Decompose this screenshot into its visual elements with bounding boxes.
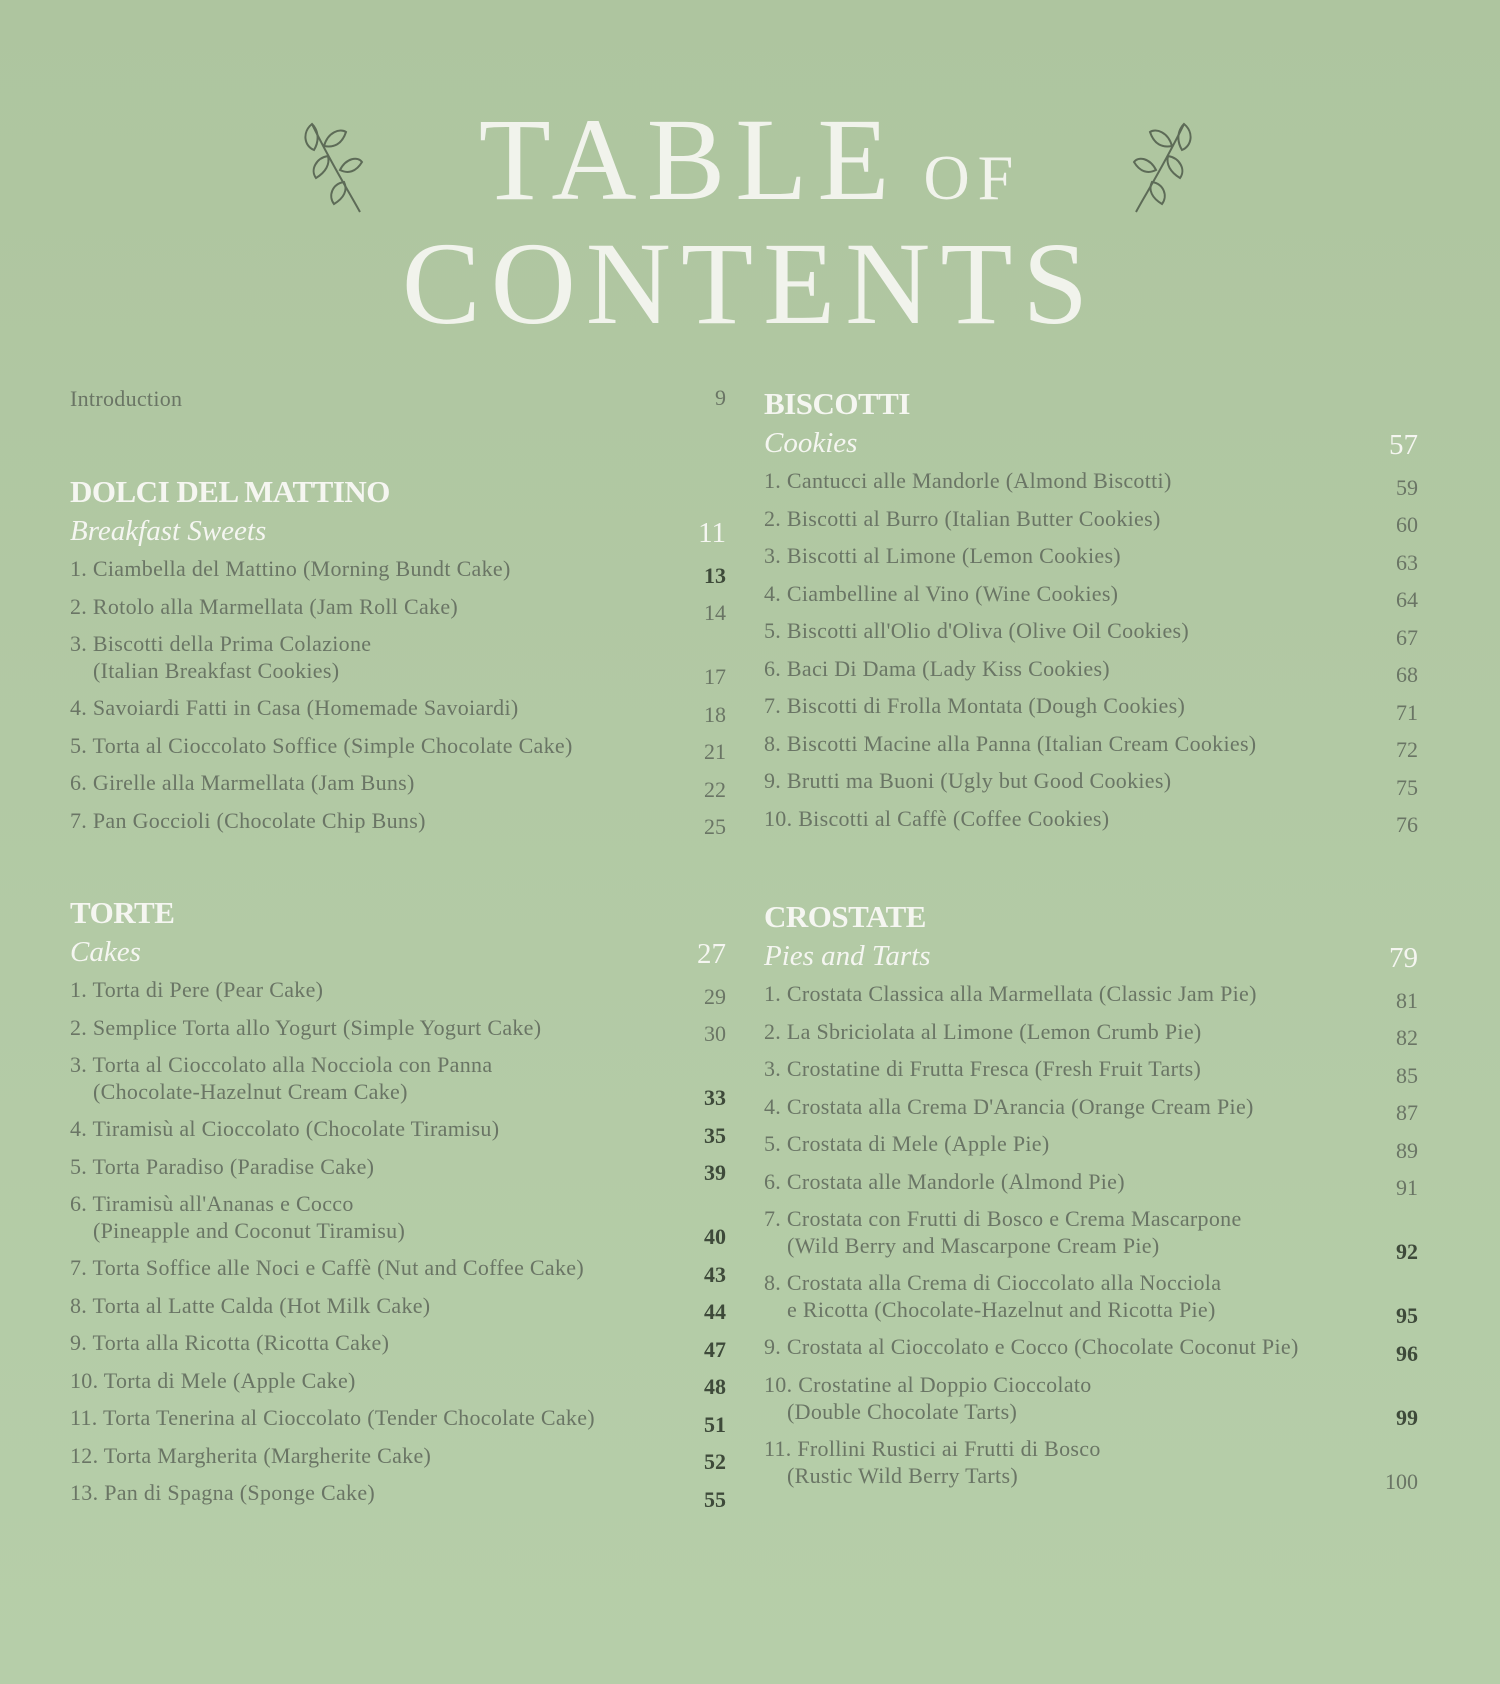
entry-title: 2. Rotolo alla Marmellata (Jam Roll Cake) <box>70 593 459 619</box>
toc-entry[interactable] <box>70 630 726 694</box>
section-page-number: 57 <box>1389 429 1418 461</box>
page-number: 63 <box>1396 549 1418 575</box>
entry-title-continued: e Ricotta (Chocolate-Hazelnut and Ricotta Pie) <box>787 1297 1216 1322</box>
toc-entry[interactable] <box>70 1442 726 1480</box>
entry-title: 12. Torta Margherita (Margherite Cake) <box>70 1442 432 1468</box>
entry-title: 5. Crostata di Mele (Apple Pie) <box>764 1131 1050 1156</box>
toc-entry[interactable] <box>70 555 726 593</box>
page-number: 100 <box>1385 1468 1418 1494</box>
toc-entry[interactable] <box>70 1254 726 1292</box>
page-number: 9 <box>715 385 726 410</box>
toc-entry[interactable] <box>764 1130 1418 1168</box>
page-number: 18 <box>704 701 726 727</box>
section-subtitle <box>70 511 726 555</box>
page-number: 29 <box>704 983 726 1009</box>
entry-title: 1. Ciambella del Mattino (Morning Bundt Cake) <box>70 556 511 581</box>
entry-title-continued: (Rustic Wild Berry Tarts) <box>787 1462 1018 1488</box>
entry-title: 8. Torta al Latte Calda (Hot Milk Cake) <box>70 1292 431 1318</box>
section-title: CROSTATE <box>764 899 926 934</box>
entry-title: 13. Pan di Spagna (Sponge Cake) <box>70 1480 376 1505</box>
toc-entry[interactable] <box>70 1115 726 1153</box>
entry-title: 8. Biscotti Macine alla Panna (Italian Cream Cookies) <box>764 730 1257 756</box>
toc-entry[interactable] <box>764 1333 1418 1371</box>
section-page-number: 27 <box>697 938 726 970</box>
toc-entry[interactable] <box>70 1051 726 1115</box>
title-contents: CONTENTS <box>401 218 1099 349</box>
page-number: 47 <box>704 1336 726 1362</box>
page-number: 51 <box>704 1411 726 1437</box>
page-number: 85 <box>1396 1062 1418 1088</box>
toc-entry[interactable] <box>764 1168 1418 1206</box>
page-number: 95 <box>1396 1303 1418 1328</box>
page-number: 17 <box>704 664 726 689</box>
toc-entry[interactable] <box>70 976 726 1014</box>
page-number: 75 <box>1396 774 1418 800</box>
entry-title-continued: (Double Chocolate Tarts) <box>787 1398 1018 1424</box>
entry-title: 7. Torta Soffice alle Noci e Caffè (Nut and Coffee Cake) <box>70 1255 584 1280</box>
page-number: 99 <box>1396 1404 1418 1430</box>
page-number: 52 <box>704 1449 726 1474</box>
section-subtitle-text: Cakes <box>70 936 141 968</box>
page-number: 44 <box>704 1299 726 1324</box>
page-number: 35 <box>704 1122 726 1148</box>
entry-title-continued: (Wild Berry and Mascarpone Cream Pie) <box>787 1233 1160 1258</box>
entry-title: 3. Torta al Cioccolato alla Nocciola con Panna <box>70 1052 493 1077</box>
entry-title-continued: (Italian Breakfast Cookies) <box>93 658 340 683</box>
left-column <box>70 385 726 1517</box>
toc-entry[interactable] <box>764 980 1418 1018</box>
entry-title: 6. Tiramisù all'Ananas e Cocco <box>70 1191 354 1216</box>
page-number: 81 <box>1396 987 1418 1013</box>
page-number: 59 <box>1396 474 1418 500</box>
page-number: 96 <box>1396 1340 1418 1366</box>
section-title: DOLCI DEL MATTINO <box>70 474 390 509</box>
section-subtitle <box>764 423 1418 467</box>
entry-title-continued: (Chocolate-Hazelnut Cream Cake) <box>93 1079 408 1104</box>
toc-entry[interactable] <box>764 730 1418 768</box>
section-title: BISCOTTI <box>764 386 910 421</box>
toc-entry[interactable] <box>70 1292 726 1330</box>
entry-title: 6. Crostata alle Mandorle (Almond Pie) <box>764 1168 1125 1194</box>
entry-title: Introduction <box>70 386 183 411</box>
toc-entry[interactable] <box>70 807 726 845</box>
entry-title: 4. Crostata alla Crema D'Arancia (Orange Cream Pie) <box>764 1093 1254 1119</box>
entry-title: 8. Crostata alla Crema di Cioccolato alla Nocciola <box>764 1270 1222 1295</box>
page-number: 55 <box>704 1486 726 1512</box>
section-subtitle <box>764 936 1418 980</box>
page-number: 30 <box>704 1021 726 1046</box>
toc-entry[interactable] <box>764 542 1418 580</box>
page-number: 87 <box>1396 1100 1418 1125</box>
page-number: 13 <box>704 562 726 588</box>
entry-title: 11. Frollini Rustici ai Frutti di Bosco <box>764 1435 1101 1461</box>
section-subtitle <box>70 932 726 976</box>
page-number: 64 <box>1396 587 1418 612</box>
leaf-sprig-icon <box>1124 110 1198 220</box>
toc-entry[interactable] <box>764 617 1418 655</box>
entry-title: 4. Tiramisù al Cioccolato (Chocolate Tiramisu) <box>70 1116 500 1141</box>
entry-title: 3. Biscotti della Prima Colazione <box>70 631 372 656</box>
toc-entry[interactable] <box>764 1269 1418 1333</box>
entry-title: 2. Biscotti al Burro (Italian Butter Cookies) <box>764 505 1161 531</box>
page-number: 43 <box>704 1261 726 1287</box>
toc-entry[interactable] <box>70 1190 726 1254</box>
entry-title: 9. Brutti ma Buoni (Ugly but Good Cookies) <box>764 768 1172 793</box>
page-number: 39 <box>704 1160 726 1185</box>
entry-title: 10. Biscotti al Caffè (Coffee Cookies) <box>764 805 1110 831</box>
toc-entry[interactable] <box>764 805 1418 843</box>
toc-entry[interactable] <box>764 1371 1418 1435</box>
intro-entry[interactable] <box>70 385 726 425</box>
entry-title: 5. Torta al Cioccolato Soffice (Simple Chocolate Cake) <box>70 732 573 758</box>
title-of: OF <box>923 142 1022 213</box>
entry-title: 7. Crostata con Frutti di Bosco e Crema Mascarpone <box>764 1206 1242 1231</box>
section-crostate <box>764 898 1418 1499</box>
entry-title-continued: (Pineapple and Coconut Tiramisu) <box>93 1218 406 1243</box>
page-number: 91 <box>1396 1175 1418 1200</box>
page-number: 76 <box>1396 812 1418 837</box>
page-number: 92 <box>1396 1239 1418 1264</box>
toc-entry[interactable] <box>70 1014 726 1052</box>
page-number: 33 <box>704 1085 726 1110</box>
page-number: 89 <box>1396 1137 1418 1163</box>
toc-entry[interactable] <box>764 467 1418 505</box>
page-title <box>0 92 1500 349</box>
toc-entry[interactable] <box>764 692 1418 730</box>
toc-entry[interactable] <box>764 767 1418 805</box>
toc-entry[interactable] <box>70 1153 726 1191</box>
section-dolci-del-mattino <box>70 473 726 844</box>
entry-title: 6. Girelle alla Marmellata (Jam Buns) <box>70 770 415 795</box>
entry-title: 2. Semplice Torta allo Yogurt (Simple Yogurt Cake) <box>70 1014 542 1040</box>
page-number: 71 <box>1396 699 1418 725</box>
toc-entry[interactable] <box>70 1329 726 1367</box>
entry-title: 7. Biscotti di Frolla Montata (Dough Cookies) <box>764 693 1186 718</box>
page-number: 72 <box>1396 737 1418 762</box>
toc-entry[interactable] <box>764 1055 1418 1093</box>
toc-entry[interactable] <box>70 732 726 770</box>
page-number: 60 <box>1396 512 1418 537</box>
entry-title: 4. Ciambelline al Vino (Wine Cookies) <box>764 580 1119 606</box>
toc-entry[interactable] <box>70 769 726 807</box>
entry-title: 5. Torta Paradiso (Paradise Cake) <box>70 1153 375 1179</box>
entry-title: 1. Cantucci alle Mandorle (Almond Biscotti) <box>764 468 1172 493</box>
section-page-number: 79 <box>1389 942 1418 974</box>
page-number: 48 <box>704 1374 726 1399</box>
toc-entry[interactable] <box>764 1435 1418 1499</box>
section-torte <box>70 894 726 1517</box>
entry-title: 2. La Sbriciolata al Limone (Lemon Crumb Pie) <box>764 1018 1202 1044</box>
toc-entry[interactable] <box>764 580 1418 618</box>
toc-entry[interactable] <box>70 1479 726 1517</box>
page-number: 68 <box>1396 662 1418 687</box>
toc-entry[interactable] <box>70 1404 726 1442</box>
page-number: 82 <box>1396 1025 1418 1050</box>
page-number: 21 <box>704 739 726 764</box>
right-column <box>764 385 1418 1499</box>
toc-entry[interactable] <box>70 593 726 631</box>
section-biscotti <box>764 385 1418 842</box>
entry-title: 6. Baci Di Dama (Lady Kiss Cookies) <box>764 655 1110 681</box>
toc-entry[interactable] <box>764 1205 1418 1269</box>
entry-title: 10. Crostatine al Doppio Cioccolato <box>764 1371 1092 1397</box>
title-line-1 <box>0 92 1500 228</box>
section-subtitle-text: Pies and Tarts <box>764 940 931 972</box>
entry-title: 3. Crostatine di Frutta Fresca (Fresh Fruit Tarts) <box>764 1056 1202 1081</box>
entry-title: 9. Crostata al Cioccolato e Cocco (Chocolate Coconut Pie) <box>764 1334 1299 1359</box>
entry-title: 4. Savoiardi Fatti in Casa (Homemade Savoiardi) <box>70 695 519 720</box>
toc-entry[interactable] <box>764 655 1418 693</box>
toc-entry[interactable] <box>764 1018 1418 1056</box>
entry-title: 7. Pan Goccioli (Chocolate Chip Buns) <box>70 807 426 833</box>
toc-entry[interactable] <box>764 1093 1418 1131</box>
section-title: TORTE <box>70 895 175 930</box>
title-table: TABLE <box>478 94 900 225</box>
page-number: 25 <box>704 814 726 839</box>
entry-title: 11. Torta Tenerina al Cioccolato (Tender Chocolate Cake) <box>70 1405 595 1430</box>
section-page-number: 11 <box>698 517 726 549</box>
page-number: 22 <box>704 776 726 802</box>
page-number: 67 <box>1396 624 1418 650</box>
entry-title: 1. Torta di Pere (Pear Cake) <box>70 977 324 1002</box>
page-number: 40 <box>704 1224 726 1249</box>
section-subtitle-text: Breakfast Sweets <box>70 515 267 547</box>
entry-title: 3. Biscotti al Limone (Lemon Cookies) <box>764 543 1121 568</box>
toc-entry[interactable] <box>764 505 1418 543</box>
toc-entry[interactable] <box>70 1367 726 1405</box>
section-subtitle-text: Cookies <box>764 427 858 459</box>
entry-title: 9. Torta alla Ricotta (Ricotta Cake) <box>70 1330 390 1355</box>
entry-title: 1. Crostata Classica alla Marmellata (Classic Jam Pie) <box>764 981 1257 1006</box>
entry-title: 5. Biscotti all'Olio d'Oliva (Olive Oil Cookies) <box>764 618 1190 643</box>
entry-title: 10. Torta di Mele (Apple Cake) <box>70 1367 356 1393</box>
toc-entry[interactable] <box>70 694 726 732</box>
page-number: 14 <box>704 600 726 625</box>
